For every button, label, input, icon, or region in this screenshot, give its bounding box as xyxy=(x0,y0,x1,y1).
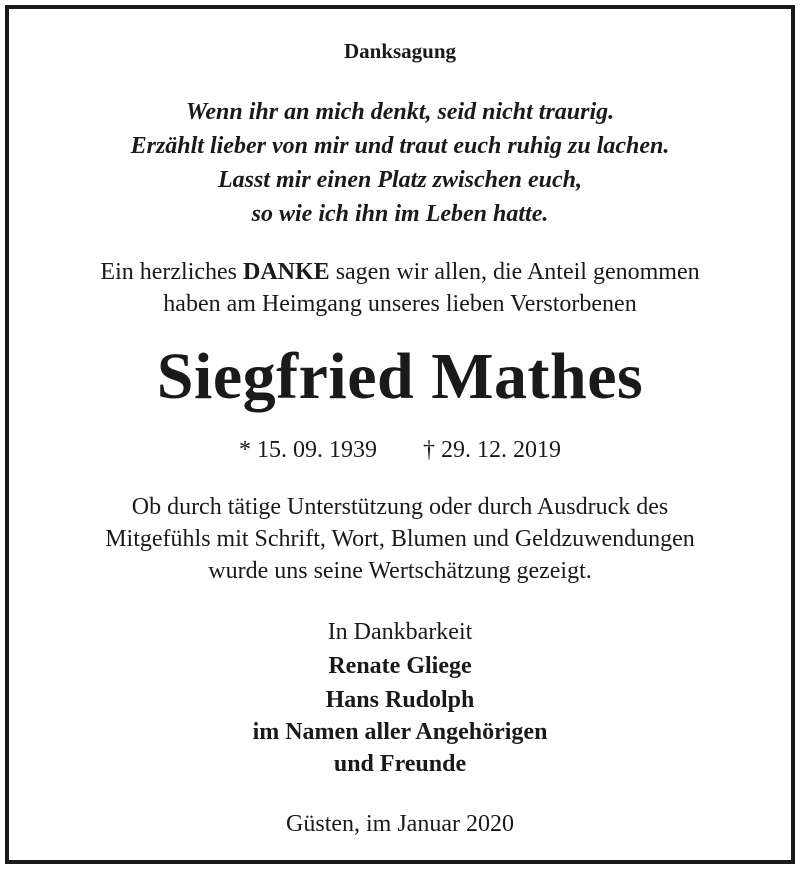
thanks-line-1 xyxy=(9,259,791,286)
signatory-4: und Freunde xyxy=(333,751,467,777)
notice-heading: Danksagung xyxy=(343,39,457,63)
obituary-notice xyxy=(5,5,795,864)
closing-phrase: In Dankbarkeit xyxy=(327,619,473,645)
death-date: † 29. 12. 2019 xyxy=(423,437,561,463)
signatory-2: Hans Rudolph xyxy=(325,687,475,713)
poem-line-4: so wie ich ihn im Leben hatte. xyxy=(251,201,549,227)
thanks-emphasis: DANKE xyxy=(243,259,330,285)
place-and-date: Güsten, im Januar 2020 xyxy=(286,811,514,837)
poem-line-3: Lasst mir einen Platz zwischen euch, xyxy=(217,167,583,193)
deceased-name: Siegfried Mathes xyxy=(156,340,644,413)
thanks-line-2: haben am Heimgang unseres lieben Verstorbenen xyxy=(163,291,637,317)
poem-line-2: Erzählt lieber von mir und traut euch ruhig zu lachen. xyxy=(130,133,670,159)
message-line-3: wurde uns seine Wertschätzung gezeigt. xyxy=(208,558,592,584)
life-dates xyxy=(9,437,791,464)
message-line-1: Ob durch tätige Unterstützung oder durch Ausdruck des xyxy=(131,494,669,520)
message-line-2: Mitgefühls mit Schrift, Wort, Blumen und Geldzuwendungen xyxy=(105,526,695,552)
thanks-suffix: sagen wir allen, die Anteil genommen xyxy=(329,259,700,285)
signatory-1: Renate Gliege xyxy=(328,653,472,679)
poem-line-1: Wenn ihr an mich denkt, seid nicht traurig. xyxy=(185,99,615,125)
thanks-prefix: Ein herzliches xyxy=(100,259,244,285)
birth-date: * 15. 09. 1939 xyxy=(239,437,377,463)
signatory-3: im Namen aller Angehörigen xyxy=(252,719,548,745)
